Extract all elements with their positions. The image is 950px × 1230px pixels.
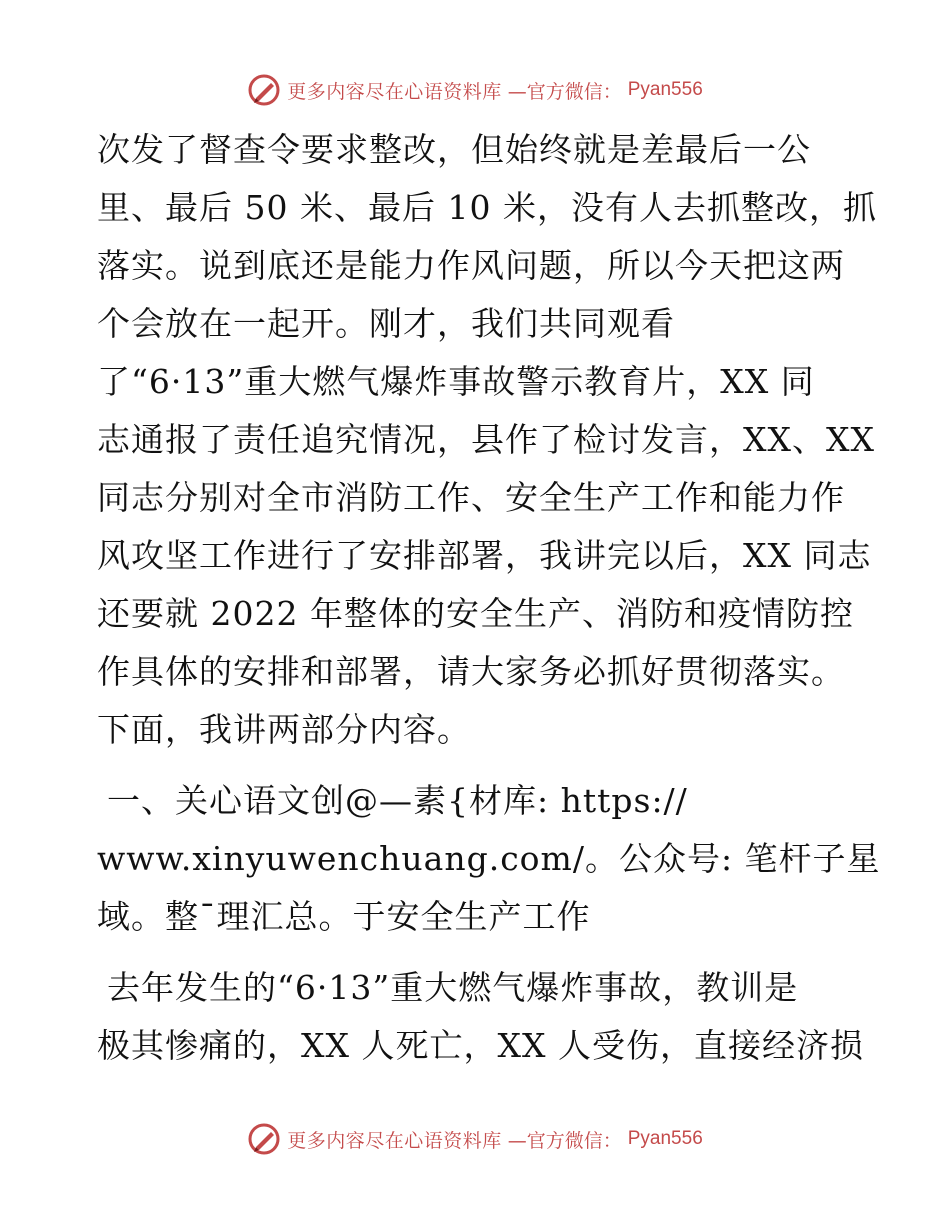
section-heading (97, 772, 881, 946)
text-line: 里、最后 50 米、最后 10 米，没有人去抓整改，抓 (97, 188, 877, 227)
text-line: 风攻坚工作进行了安排部署，我讲完以后，XX 同志 (97, 536, 872, 575)
pen-logo-icon (247, 1122, 281, 1156)
watermark-separator: —官方微信： (507, 1129, 622, 1152)
text-line: 落实。说到底还是能力作风问题，所以今天把这两 (97, 246, 845, 285)
document-body (97, 121, 881, 1075)
text-line: 作具体的安排和部署，请大家务必抓好贯彻落实。 (97, 652, 845, 691)
watermark-text: 更多内容尽在心语资料库 (287, 1129, 502, 1152)
text-line: 一、关心语文创@—素{材库: https:// (107, 781, 688, 820)
watermark-separator: —官方微信： (507, 80, 622, 103)
text-line: 极其惨痛的，XX 人死亡，XX 人受伤，直接经济损 (97, 1026, 864, 1065)
text-line: 同志分别对全市消防工作、安全生产工作和能力作 (97, 478, 845, 517)
pen-logo-icon (247, 73, 281, 107)
text-line: 去年发生的“6·13”重大燃气爆炸事故，教训是 (107, 968, 799, 1007)
footer-watermark (0, 1119, 950, 1159)
text-line: 还要就 2022 年整体的安全生产、消防和疫情防控 (97, 594, 854, 633)
text-line: www.xinyuwenchuang.com/。公众号: 笔杆子星 (97, 839, 881, 878)
text-line: 个会放在一起开。刚才，我们共同观看 (97, 304, 675, 343)
watermark-text: 更多内容尽在心语资料库 (287, 80, 502, 103)
paragraph (97, 121, 877, 759)
text-line: 域。整¯理汇总。于安全生产工作 (97, 897, 591, 936)
text-line: 次发了督查令要求整改，但始终就是差最后一公 (97, 130, 811, 169)
text-line: 了“6·13”重大燃气爆炸事故警示教育片，XX 同 (97, 362, 815, 401)
paragraph (97, 959, 877, 1075)
text-line: 志通报了责任追究情况，县作了检讨发言，XX、XX (97, 420, 875, 459)
watermark-wechat-id: Pyan556 (627, 79, 703, 100)
header-watermark (0, 70, 950, 110)
watermark-wechat-id: Pyan556 (627, 1128, 703, 1149)
text-line: 下面，我讲两部分内容。 (97, 710, 471, 749)
